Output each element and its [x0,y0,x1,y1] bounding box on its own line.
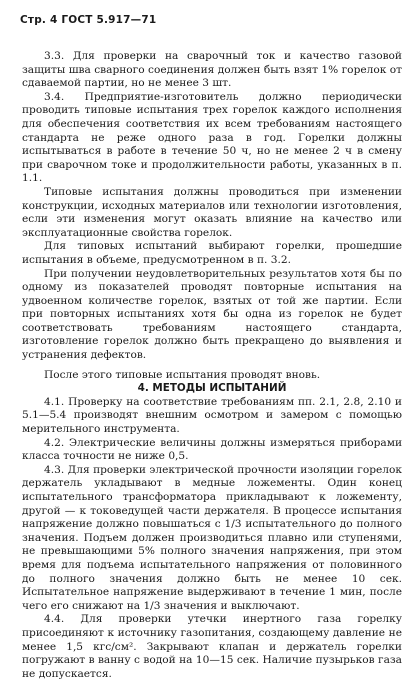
page-header: Стр. 4 ГОСТ 5.917—71 [20,14,157,26]
paragraph-typical-tests: Типовые испытания должны проводиться при изменении конструкции, исходных материалов или технологии изготовления, если эти изменения могут оказать влияние на качество или эксплуатационные свойства горелок. [22,185,402,239]
paragraph-3-4: 3.4. Предприятие-изготовитель должно периодически проводить типовые испытания трех горелок каждого исполнения для обеспечения соответствия их всем требованиям настоящего стандарта не реже одного раза в год. Горелки должны испытываться в работе в течение 50 ч, но не менее 2 ч в смену при сварочном токе и продолжительности работы, указанных в п. 1.1. [22,90,402,185]
paragraph-4-4: 4.4. Для проверки утечки инертного газа горелку присоединяют к источнику газопитания, создающему давление не менее 1,5 кгс/см². Закрывают клапан и держатель горелки погружают в ванну с водой на 10—15 сек. Наличие пузырьков газа не допускается. [22,613,402,680]
paragraph-after: После этого типовые испытания проводят вновь. [44,368,321,381]
paragraph-repeat-tests: При получении неудовлетворительных результатов хотя бы по одному из показателей проводят повторные испытания на удвоенном количестве горелок, взятых от той же партии. Если при повторных испытаниях хотя бы одна из горелок не будет соответствовать требованиям настоящего стандарта, изготовление горелок должно быть прекращено до выявления и устранения дефектов. [22,267,402,362]
paragraph-4-2: 4.2. Электрические величины должны измеряться приборами класса точности не ниже 0,5. [22,436,402,463]
section-title: 4. МЕТОДЫ ИСПЫТАНИЙ [137,382,287,395]
paragraph-4-3: 4.3. Для проверки электрической прочности изоляции горелок держатель укладывают в медные ложементы. Один конец испытательного трансформатора прикладывают к ложементу, другой — к токоведущей части держателя. В процессе испытания напряжение должно повышаться с 1/3 испытательного до полного значения. Подъем должен производиться плавно или ступенями, не превышающими 5% полного значения напряжения, при этом время для подъема испытательного напряжения от половинного до полного значения должно быть не менее 10 сек. Испытательное напряжение выдерживают в течение 1 мин, после чего его снижают на 1/3 значения и выключают. [22,463,402,612]
document-body [22,50,402,681]
paragraph-4-1: 4.1. Проверку на соответствие требованиям пп. 2.1, 2.8, 2.10 и 5.1—5.4 производят внешним осмотром и замером с помощью мерительного инструмента. [22,395,402,436]
paragraph-3-3: 3.3. Для проверки на сварочный ток и качество газовой защиты шва сварного соединения должен быть взят 1% горелок от сдаваемой партии, но не менее 3 шт. [22,50,402,90]
paragraph-selection: Для типовых испытаний выбирают горелки, прошедшие испытания в объеме, предусмотренном в п. 3.2. [22,240,402,266]
